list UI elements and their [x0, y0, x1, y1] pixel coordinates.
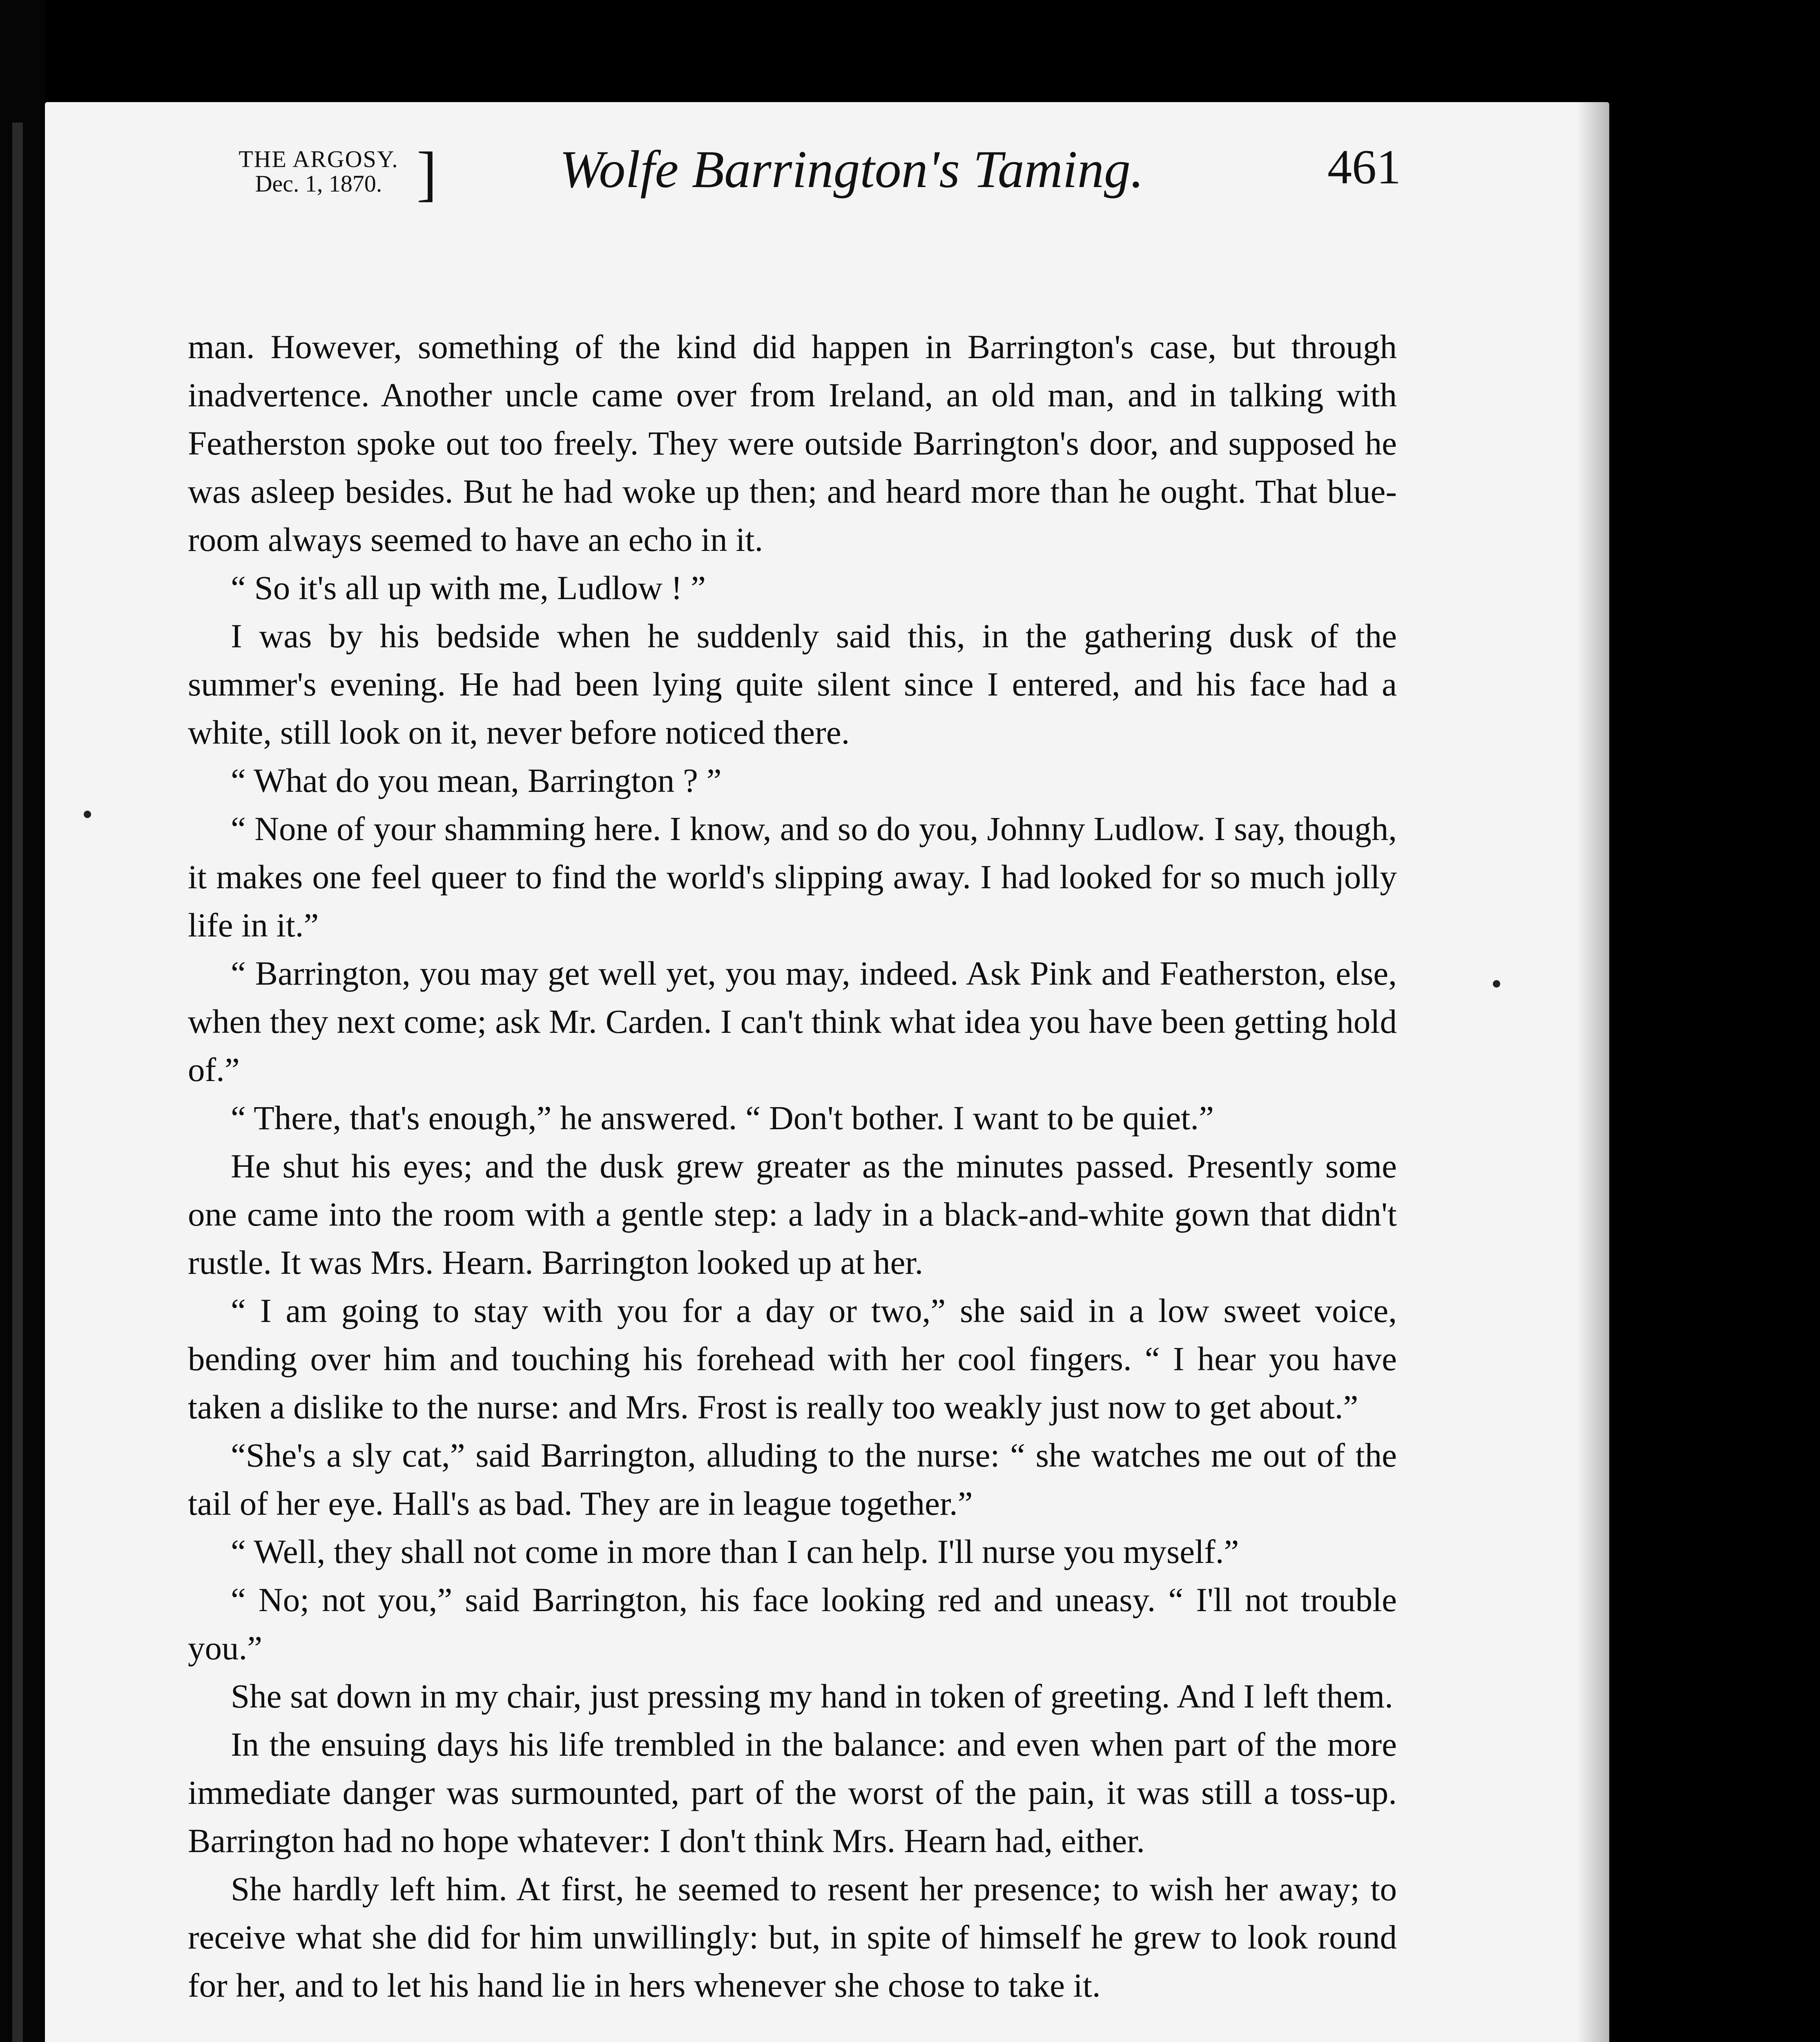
ink-speck — [1493, 980, 1500, 988]
paragraph: “She's a sly cat,” said Barrington, alluding to the nurse: “ she watches me out of the tail of her eye. Hall's as bad. They are in league together.” — [188, 1436, 1397, 1522]
paragraph: “ There, that's enough,” he answered. “ Don't bother. I want to be quiet.” — [231, 1099, 1214, 1137]
paragraph: “ So it's all up with me, Ludlow ! ” — [231, 569, 706, 606]
header-bracket: ] — [417, 140, 437, 207]
paragraph: “ Well, they shall not come in more than I can help. I'll nurse you myself.” — [231, 1533, 1239, 1570]
paragraph: I was by his bedside when he suddenly said this, in the gathering dusk of the summer's evening. He had been lying quite silent since I entered, and his face had a white, still look on it, never before noticed there. — [188, 617, 1397, 751]
paragraph: man. However, something of the kind did happen in Barrington's case, but through inadvertence. Another uncle came over from Ireland, an old man, and in talking with Featherston spoke out too freely. They were outside Barrington's door, and supposed he was asleep besides. But he had woke up then; and heard more than he ought. That blue-room always seemed to have an echo in it. — [188, 328, 1397, 558]
paragraph: She hardly left him. At first, he seemed to resent her presence; to wish her away; to receive what she did for him unwillingly: but, in spite of himself he grew to look round for her, and to let his hand lie in hers whenever she chose to take it. — [188, 1870, 1397, 2004]
paragraph: “ I am going to stay with you for a day or two,” she said in a low sweet voice, bending over him and touching his forehead with her cool fingers. “ I hear you have taken a dislike to the nurse: and Mrs. Frost is really too weakly just now to get about.” — [188, 1292, 1397, 1426]
paragraph: She sat down in my chair, just pressing my hand in token of greeting. And I left them. — [231, 1677, 1393, 1715]
source-magazine: THE ARGOSY. — [239, 146, 399, 172]
source-citation — [212, 147, 425, 196]
page-header — [131, 131, 1409, 208]
body-text — [188, 323, 1397, 2009]
paragraph: “ Barrington, you may get well yet, you may, indeed. Ask Pink and Featherston, else, when they next come; ask Mr. Carden. I can't think what idea you have been getting hold of.” — [188, 954, 1397, 1088]
paragraph: In the ensuing days his life trembled in the balance: and even when part of the more immediate danger was surmounted, part of the worst of the pain, it was still a toss-up. Barrington had no hope whatever: I don't think Mrs. Hearn had, either. — [188, 1725, 1397, 1859]
paragraph: “ No; not you,” said Barrington, his face looking red and uneasy. “ I'll not trouble you.” — [188, 1581, 1397, 1667]
ink-speck — [84, 811, 91, 818]
source-date: Dec. 1, 1870. — [255, 170, 382, 197]
page-number: 461 — [1327, 140, 1401, 194]
paragraph: “ None of your shamming here. I know, and so do you, Johnny Ludlow. I say, though, it makes one feel queer to find the world's slipping away. I had looked for so much jolly life in it.” — [188, 810, 1397, 944]
left-page-edge — [12, 123, 23, 2042]
running-title: Wolfe Barrington's Taming. — [560, 140, 1144, 199]
paragraph: He shut his eyes; and the dusk grew greater as the minutes passed. Presently some one came into the room with a gentle step: a lady in a black-and-white gown that didn't rustle. It was Mrs. Hearn. Barrington looked up at her. — [188, 1147, 1397, 1281]
page-gutter-shadow — [1577, 102, 1609, 2042]
paragraph: “ What do you mean, Barrington ? ” — [231, 762, 722, 799]
